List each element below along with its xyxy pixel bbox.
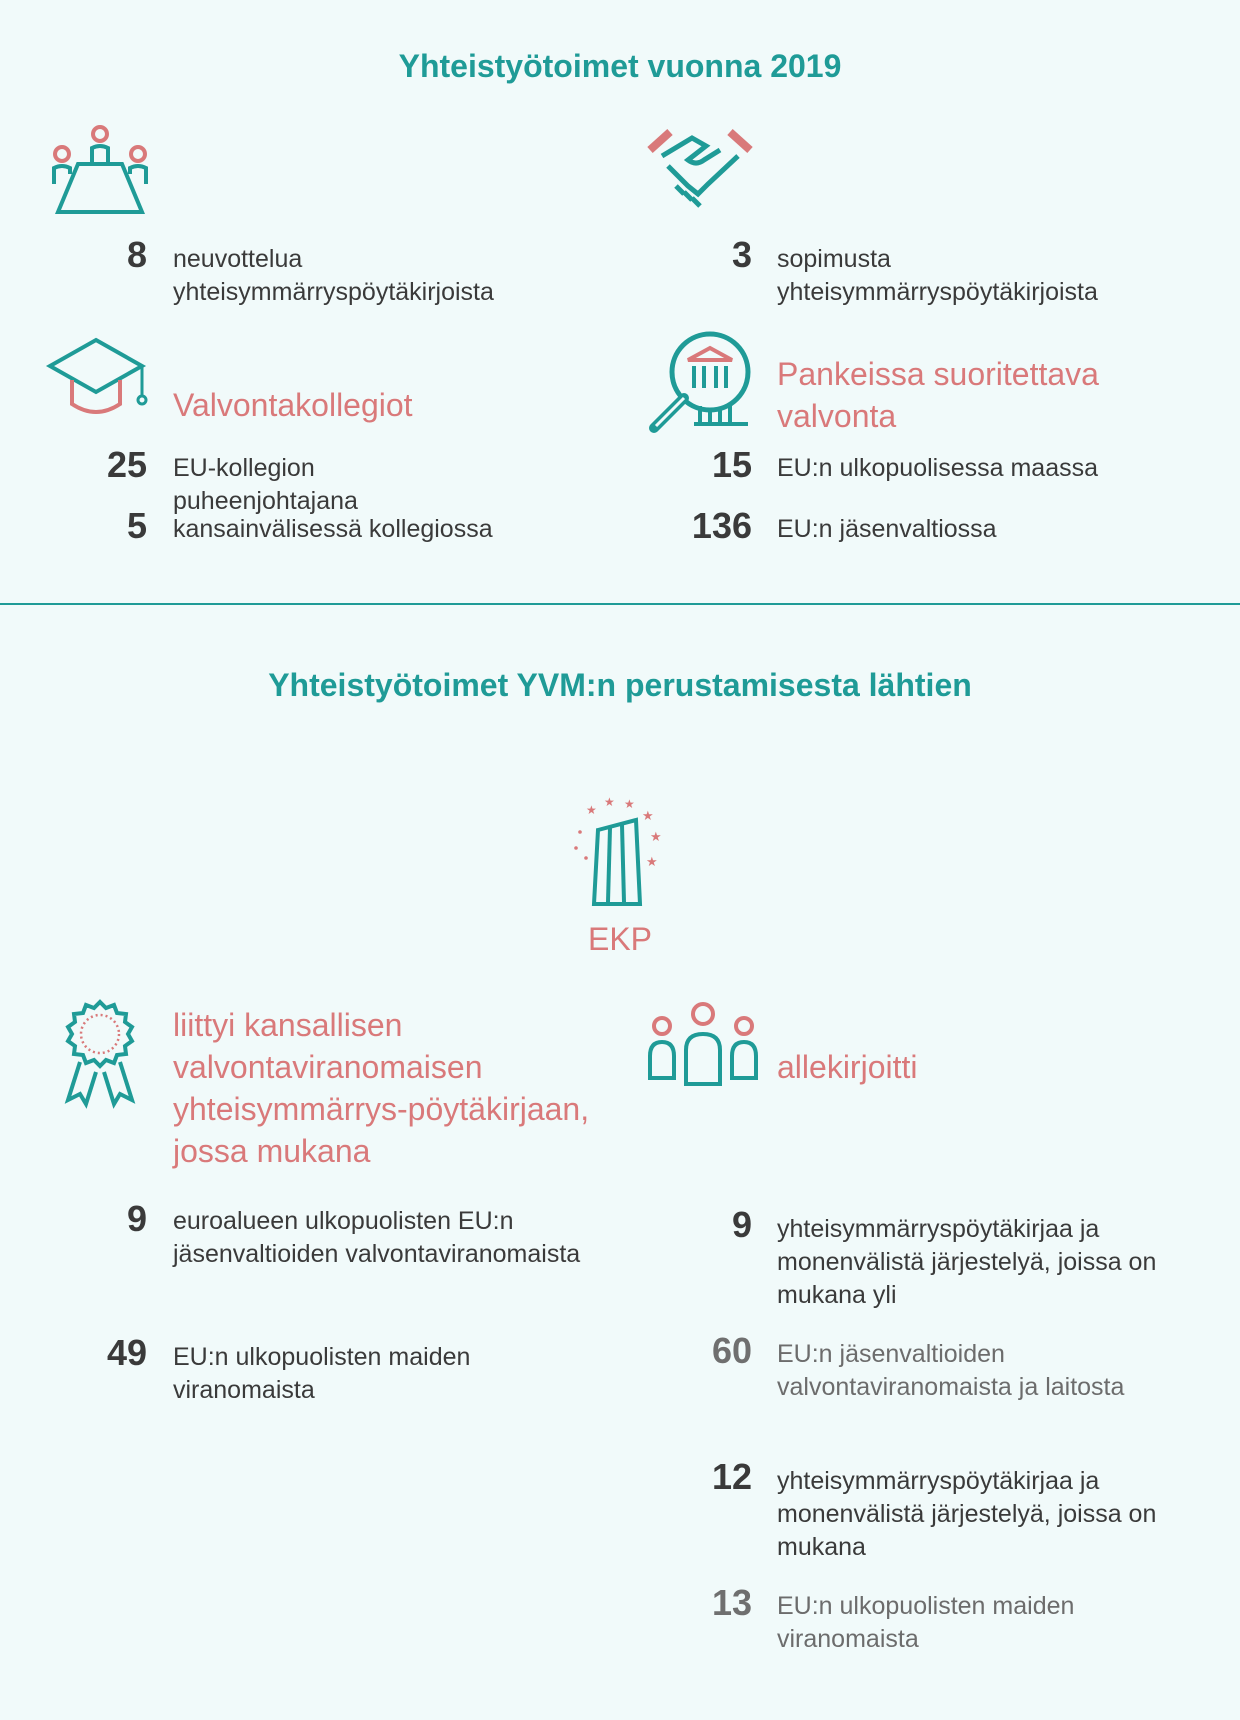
section-divider (0, 603, 1240, 605)
handshake-icon (648, 130, 752, 210)
colleges-row1-text: EU-kollegion puheenjohtajana (173, 454, 358, 515)
signed-row3-text: yhteisymmärryspöytäkirjaa ja monenvälistä järjestelyä, joissa on mukana (777, 1467, 1157, 1561)
svg-text:★: ★ (604, 795, 615, 809)
signed-row1-text: yhteisymmärryspöytäkirjaa ja monenvälistä järjestelyä, joissa on mukana yli (777, 1215, 1157, 1309)
banks-row2-number: 136 (691, 505, 752, 546)
svg-text:★: ★ (646, 855, 658, 870)
signed-heading: allekirjoitti (777, 1049, 918, 1085)
joined-row2-number: 49 (106, 1332, 147, 1373)
section2-title: Yhteistyötoimet YVM:n perustamisesta lähtien (268, 667, 972, 703)
svg-text:★: ★ (650, 830, 662, 845)
section1-title: Yhteistyötoimet vuonna 2019 (398, 48, 842, 84)
bank-magnifier-icon (648, 330, 752, 434)
signed-row3-number: 12 (711, 1456, 752, 1497)
colleges-row2-number: 5 (126, 505, 147, 546)
colleges-heading: Valvontakollegiot (173, 387, 413, 423)
agreements-number: 3 (731, 234, 752, 275)
agreements-text: sopimusta yhteisymmärryspöytäkirjoista (777, 245, 1098, 306)
people-group-icon (646, 1002, 760, 1086)
joined-row2-text: EU:n ulkopuolisten maiden viranomaista (173, 1343, 471, 1404)
banks-heading: Pankeissa suoritettava valvonta (777, 356, 1099, 434)
signed-row2-text: EU:n jäsenvaltioiden valvontaviranomaista ja laitosta (777, 1340, 1125, 1401)
ecb-label: EKP (587, 921, 653, 957)
meetings-number: 8 (126, 234, 147, 275)
banks-row1-number: 15 (711, 444, 752, 485)
award-rosette-icon (60, 1000, 140, 1106)
joined-row1-number: 9 (126, 1198, 147, 1239)
meeting-table-icon (52, 126, 148, 216)
joined-row1-text: euroalueen ulkopuolisten EU:n jäsenvaltioiden valvontaviranomaista (173, 1207, 581, 1268)
svg-text:★: ★ (642, 809, 654, 824)
svg-text:★: ★ (586, 803, 597, 817)
signed-row2-number: 60 (711, 1330, 752, 1371)
signed-row4-number: 13 (711, 1582, 752, 1623)
signed-row4-text: EU:n ulkopuolisten maiden viranomaista (777, 1592, 1075, 1653)
colleges-row1-number: 25 (106, 444, 147, 485)
meetings-text: neuvottelua yhteisymmärryspöytäkirjoista (173, 245, 494, 306)
banks-row2-text: EU:n jäsenvaltiossa (777, 515, 997, 543)
graduation-cap-icon (50, 338, 146, 424)
colleges-row2-text: kansainvälisessä kollegiossa (173, 515, 493, 543)
svg-text:★: ★ (624, 797, 635, 811)
ecb-tower-icon (570, 796, 670, 908)
banks-row1-text: EU:n ulkopuolisessa maassa (777, 454, 1098, 482)
signed-row1-number: 9 (731, 1204, 752, 1245)
joined-heading: liittyi kansallisen valvontaviranomaisen yhteisymmärrys-pöytäkirjaan, jossa mukana (173, 1007, 590, 1169)
